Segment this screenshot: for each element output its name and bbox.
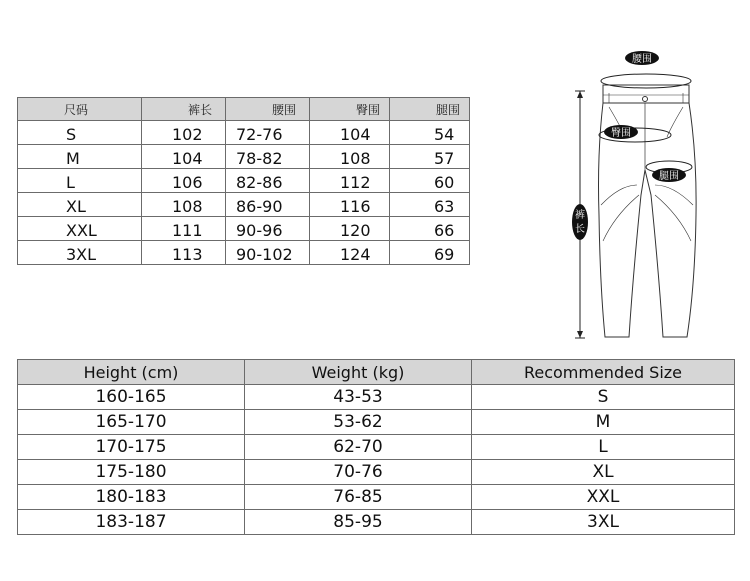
table-row [18, 385, 735, 410]
thigh-label: 腿围 [659, 171, 679, 182]
cell-hip: 108 [310, 145, 390, 169]
cell-size: 3XL [18, 241, 142, 265]
cell-height: 180-183 [18, 485, 245, 510]
cell-waist: 86-90 [226, 193, 310, 217]
recommendation-table-header [18, 360, 735, 385]
cell-hip: 120 [310, 217, 390, 241]
cell-height: 175-180 [18, 460, 245, 485]
waist-ring [601, 74, 691, 88]
table-row [18, 460, 735, 485]
cell-weight: 43-53 [245, 385, 472, 410]
cell-size: L [18, 169, 142, 193]
hip-label: 臀围 [611, 128, 631, 139]
cell-waist: 72-76 [226, 121, 310, 145]
cell-length: 108 [142, 193, 226, 217]
cell-recommended-size: S [472, 385, 735, 410]
cell-weight: 70-76 [245, 460, 472, 485]
cell-hip: 124 [310, 241, 390, 265]
cell-length: 106 [142, 169, 226, 193]
length-label-char-1: 裤 [575, 210, 585, 221]
cell-length: 113 [142, 241, 226, 265]
header-size: 尺码 [18, 98, 142, 121]
cell-size: M [18, 145, 142, 169]
table-row [18, 217, 470, 241]
cell-thigh: 63 [390, 193, 470, 217]
table-row [18, 485, 735, 510]
cell-size: XL [18, 193, 142, 217]
cell-hip: 116 [310, 193, 390, 217]
pants-outline-icon [599, 85, 697, 337]
header-height: Height (cm) [18, 360, 245, 385]
header-weight: Weight (kg) [245, 360, 472, 385]
length-label-char-2: 长 [575, 224, 585, 235]
cell-weight: 76-85 [245, 485, 472, 510]
pants-measurement-diagram [565, 45, 715, 345]
cell-recommended-size: 3XL [472, 510, 735, 535]
table-row [18, 169, 470, 193]
cell-hip: 112 [310, 169, 390, 193]
table-row [18, 145, 470, 169]
header-thigh: 腿围 [390, 98, 470, 121]
cell-thigh: 66 [390, 217, 470, 241]
table-row [18, 193, 470, 217]
cell-thigh: 60 [390, 169, 470, 193]
table-row [18, 410, 735, 435]
size-table [17, 97, 470, 265]
cell-weight: 85-95 [245, 510, 472, 535]
cell-recommended-size: M [472, 410, 735, 435]
cell-waist: 90-96 [226, 217, 310, 241]
cell-height: 170-175 [18, 435, 245, 460]
header-recommended-size: Recommended Size [472, 360, 735, 385]
cell-height: 160-165 [18, 385, 245, 410]
cell-length: 102 [142, 121, 226, 145]
header-length: 裤长 [142, 98, 226, 121]
cell-recommended-size: L [472, 435, 735, 460]
cell-size: S [18, 121, 142, 145]
cell-hip: 104 [310, 121, 390, 145]
header-hip: 臀围 [310, 98, 390, 121]
cell-thigh: 69 [390, 241, 470, 265]
cell-height: 165-170 [18, 410, 245, 435]
recommendation-table [17, 359, 735, 535]
cell-thigh: 57 [390, 145, 470, 169]
cell-recommended-size: XXL [472, 485, 735, 510]
waist-label: 腰围 [632, 54, 652, 65]
table-row [18, 121, 470, 145]
cell-weight: 62-70 [245, 435, 472, 460]
cell-recommended-size: XL [472, 460, 735, 485]
size-table-header [18, 98, 470, 121]
cell-length: 111 [142, 217, 226, 241]
cell-weight: 53-62 [245, 410, 472, 435]
cell-size: XXL [18, 217, 142, 241]
table-row [18, 241, 470, 265]
cell-waist: 90-102 [226, 241, 310, 265]
cell-thigh: 54 [390, 121, 470, 145]
table-row [18, 510, 735, 535]
table-row [18, 435, 735, 460]
header-waist: 腰围 [226, 98, 310, 121]
cell-length: 104 [142, 145, 226, 169]
cell-waist: 82-86 [226, 169, 310, 193]
cell-waist: 78-82 [226, 145, 310, 169]
cell-height: 183-187 [18, 510, 245, 535]
